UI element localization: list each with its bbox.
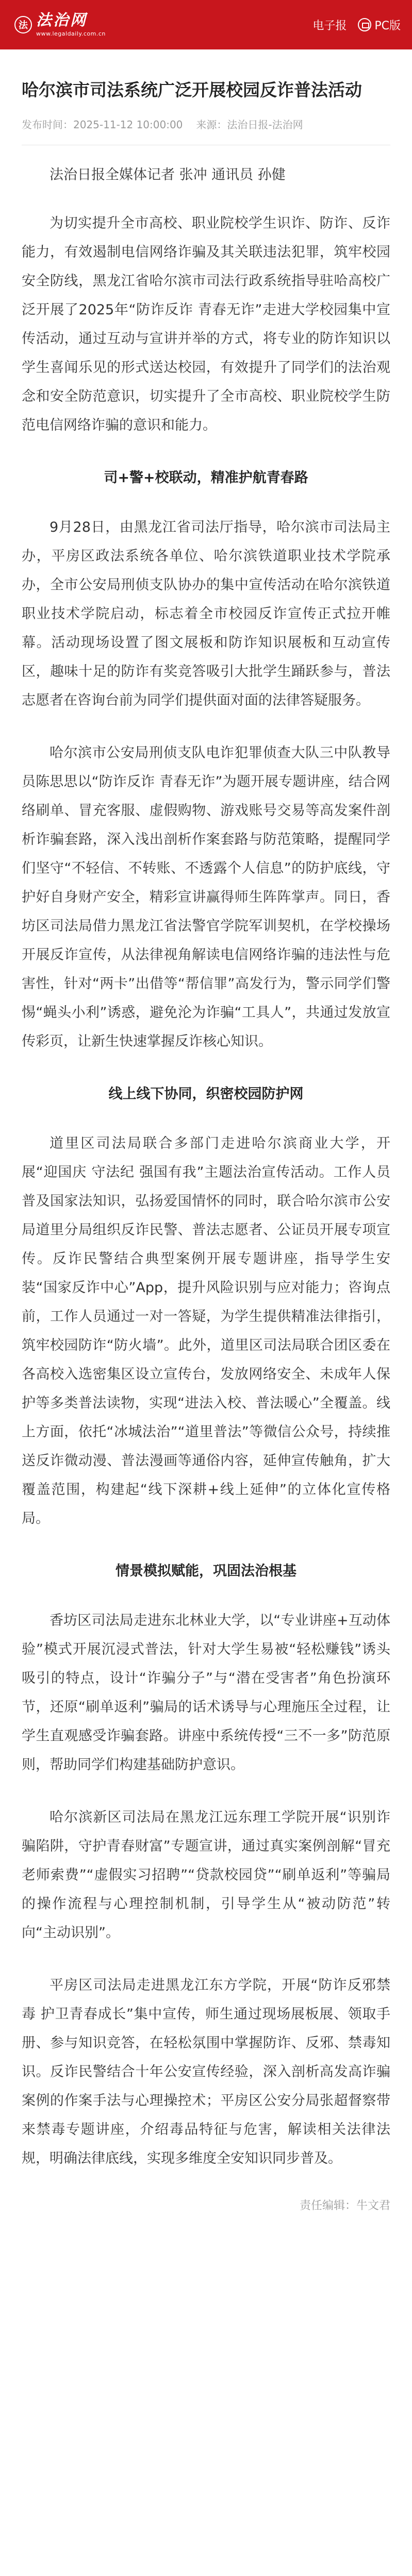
- article: [0, 49, 412, 2576]
- site-logo[interactable]: [14, 13, 106, 37]
- pc-version-label: PC版: [374, 19, 401, 32]
- section-heading: 司+警+校联动，精准护航青春路: [104, 470, 308, 486]
- top-actions: [312, 17, 401, 33]
- monitor-icon: [358, 18, 371, 31]
- article-source: 来源：法治日报-法治网: [196, 118, 303, 131]
- article-body: [22, 161, 390, 2173]
- section-heading: 线上线下协同，织密校园防护网: [108, 1086, 304, 1102]
- paragraph: 为切实提升全市高校、职业院校学生识诈、防诈、反诈能力，有效遏制电信网络诈骗及其关联违法犯罪，筑牢校园安全防线，黑龙江省哈尔滨市司法行政系统指导驻哈高校广泛开展了2025年“防诈反诈 青春无诈”走进大学校园集中宣传活动，通过互动与宣讲并举的方式，将专业的防诈知识以学生喜闻乐见的形式送达校园，有效提升了同学们的法治观念和安全防范意识，切实提升了全市高校、职业院校学生防范电信网络诈骗的意识和能力。: [22, 215, 390, 433]
- paragraph: 道里区司法局联合多部门走进哈尔滨商业大学，开展“迎国庆 守法纪 强国有我”主题法治宣传活动。工作人员普及国家法知识，弘扬爱国情怀的同时，联合哈尔滨市公安局道里分局组织反诈民警、普法志愿者、公证员开展专项宣传。反诈民警结合典型案例开展专题讲座，指导学生安装“国家反诈中心”App，提升风险识别与应对能力；咨询点前，工作人员通过一对一答疑，为学生提供精准法律指引，筑牢校园防诈“防火墙”。此外，道里区司法局联合团区委在各高校入选密集区设立宣传台，发放网络安全、未成年人保护等多类普法读物，实现“进法入校、普法暖心”全覆盖。线上方面，依托“冰城法治”“道里普法”等微信公众号，持续推送反诈微动漫、普法漫画等通俗内容，延伸宣传触角，扩大覆盖范围，构建起“线下深耕+线上延伸”的立体化宣传格局。: [22, 1136, 390, 1527]
- responsible-editor: 责任编辑：牛文君: [299, 2199, 390, 2212]
- logo-url: www.legaldaily.com.cn: [36, 30, 106, 37]
- epaper-link[interactable]: 电子报: [312, 19, 347, 32]
- paragraph: 香坊区司法局走进东北林业大学，以“专业讲座+互动体验”模式开展沉浸式普法，针对大学生易被“轻松赚钱”诱头吸引的特点，设计“诈骗分子”与“潜在受害者”角色扮演环节，还原“刷单返利”骗局的话术诱导与心理施压全过程，让学生直观感受诈骗套路。讲座中系统传授“三不一多”防范原则，帮助同学们构建基础防护意识。: [22, 1613, 390, 1773]
- logo-text: [36, 13, 106, 37]
- pc-version-button[interactable]: [358, 17, 401, 33]
- article-meta: [22, 116, 390, 131]
- top-header: [0, 0, 412, 49]
- publish-time: 发布时间：2025-11-12 10:00:00: [22, 118, 183, 131]
- paragraph: 哈尔滨新区司法局在黑龙江远东理工学院开展“识别诈骗陷阱，守护青春财富”专题宣讲，通过真实案例剖解“冒充老师索费”“虚假实习招聘”“贷款校园贷”“刷单返利”等骗局的操作流程与心理控制机制，引导学生从“被动防范”转向“主动识别”。: [22, 1809, 390, 1941]
- byline: 法治日报全媒体记者 张冲 通讯员 孙健: [50, 167, 286, 183]
- paragraph: 平房区司法局走进黑龙江东方学院，开展“防诈反邪禁毒 护卫青春成长”集中宣传，师生通过现场展板展、领取手册、参与知识竞答，在轻松氛围中掌握防诈、反邪、禁毒知识。反诈民警结合十年公安宣传经验，深入剖析高发高诈骗案例的作案手法与心理操控术；平房区公安分局张超督察带来禁毒专题讲座，介绍毒品特征与危害，解读相关法律法规，明确法律底线，实现多维度全安知识同步普及。: [22, 1977, 390, 2166]
- paragraph: 哈尔滨市公安局刑侦支队电诈犯罪侦查大队三中队教导员陈思思以“防诈反诈 青春无诈”为题开展专题讲座，结合网络刷单、冒充客服、虚假购物、游戏账号交易等高发案件剖析诈骗套路，深入浅出剖析作案套路与防范策略，提醒同学们坚守“不轻信、不转账、不透露个人信息”的防护底线，守护好自身财产安全，精彩宣讲赢得师生阵阵掌声。同日，香坊区司法局借力黑龙江省法警官学院军训契机，在学校操场开展反诈宣传，从法律视角解读电信网络诈骗的违法性与危害性，针对“两卡”出借等“帮信罪”高发行为，警示同学们警惕“蝇头小利”诱惑，避免沦为诈骗“工具人”，共通过发放宣传彩页，让新生快速掌握反诈核心知识。: [22, 745, 390, 1049]
- section-heading: 情景模拟赋能，巩固法治根基: [116, 1563, 296, 1579]
- paragraph: 9月28日，由黑龙江省司法厅指导，哈尔滨市司法局主办，平房区政法系统各单位、哈尔滨铁道职业技术学院承办，全市公安局刑侦支队协办的集中宣传活动在哈尔滨铁道职业技术学院启动，标志着全市校园反诈宣传正式拉开帷幕。活动现场设置了图文展板和防诈知识展板和互动宣传区，趣味十足的防诈有奖竞答吸引大批学生踊跃参与，普法志愿者在咨询台前为同学们提供面对面的法律答疑服务。: [22, 519, 390, 708]
- logo-name: 法治网: [36, 11, 87, 29]
- article-title: 哈尔滨市司法系统广泛开展校园反诈普法活动: [22, 80, 362, 100]
- logo-emblem-icon: 法: [14, 16, 32, 33]
